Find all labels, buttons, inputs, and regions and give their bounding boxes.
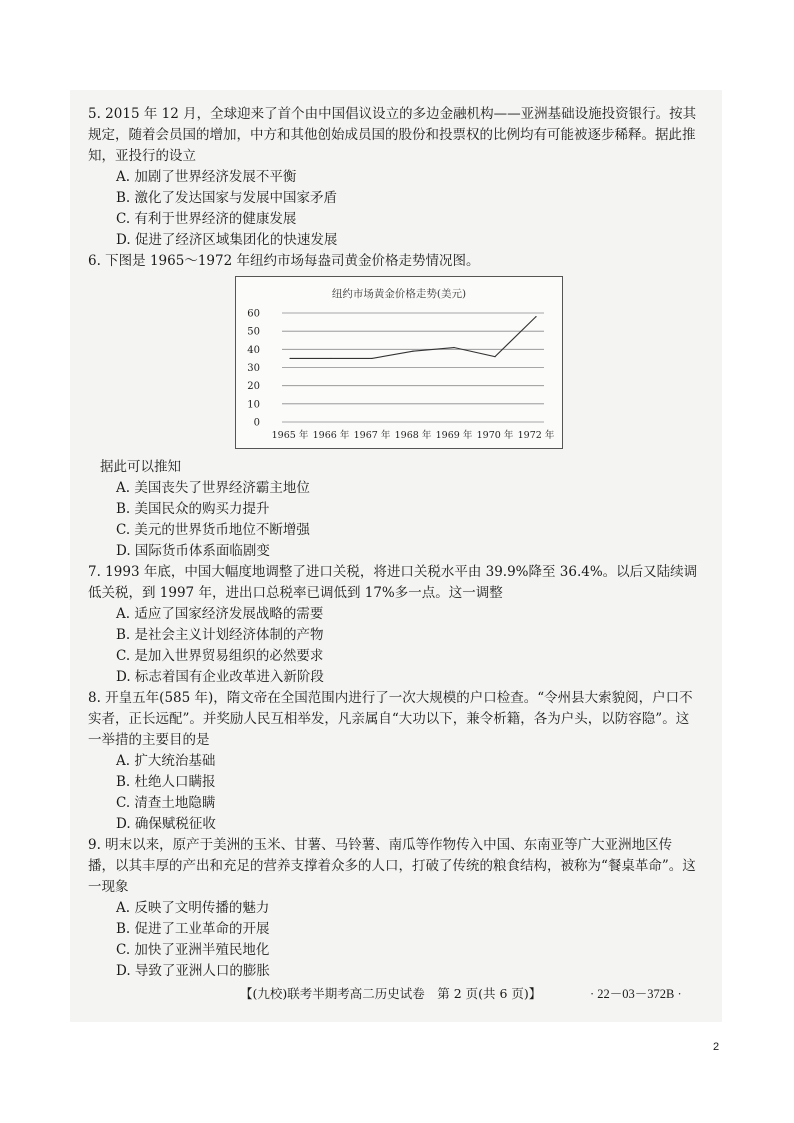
option-a: A. 反映了文明传播的魅力	[116, 900, 270, 916]
x-tick-label: 1972 年	[517, 430, 555, 441]
option-d: D. 导致了亚洲人口的膨胀	[116, 963, 270, 979]
option-b: B. 促进了工业革命的开展	[116, 921, 270, 937]
chart-title: 纽约市场黄金价格走势(美元)	[331, 288, 467, 300]
option-b: B. 激化了发达国家与发展中国家矛盾	[116, 190, 338, 206]
options	[116, 604, 698, 688]
footer-title: 【(九校)联考半期考高二历史试卷 第 2 页(共 6 页)】	[240, 986, 542, 1001]
option-d: D. 促进了经济区域集团化的快速发展	[116, 232, 338, 248]
x-tick-label: 1966 年	[312, 430, 350, 441]
chart-svg	[236, 277, 562, 448]
x-tick-label: 1965 年	[271, 430, 309, 441]
question-9	[88, 835, 698, 982]
question-stem: 7. 1993 年底，中国大幅度地调整了进口关税，将进口关税水平由 39.9%降至 36.4%。以后又陆续调低关税，到 1997 年，进出口总税率已调低到 17%多一点。这一调整	[88, 564, 698, 601]
x-tick-label: 1970 年	[476, 430, 514, 441]
exam-content	[88, 104, 698, 982]
data-point	[330, 358, 331, 359]
option-b: B. 杜绝人口瞒报	[116, 774, 216, 790]
options	[116, 751, 698, 835]
page-number: 2	[713, 1041, 720, 1053]
question-stem: 6. 下图是 1965～1972 年纽约市场每盎司黄金价格走势情况图。	[88, 253, 480, 269]
data-point	[453, 347, 454, 348]
option-d: D. 标志着国有企业改革进入新阶段	[116, 669, 324, 685]
option-c: C. 是加入世界贸易组织的必然要求	[116, 648, 324, 664]
gold-price-chart	[235, 276, 563, 449]
question-7	[88, 562, 698, 688]
option-b: B. 美国民众的购买力提升	[116, 501, 270, 517]
option-b: B. 是社会主义计划经济体制的产物	[116, 627, 324, 643]
option-a: A. 美国丧失了世界经济霸主地位	[116, 480, 310, 496]
y-tick-label: 0	[253, 417, 260, 429]
option-a: A. 适应了国家经济发展战略的需要	[116, 606, 324, 622]
question-stem: 8. 开皇五年(585 年)，隋文帝在全国范围内进行了一次大规模的户口检查。“令州县大索貌阅，户口不实者，正长远配”。并奖励人民互相举发，凡亲属自“大功以下，兼令析籍，各为户头，以防容隐”。这一举措的主要目的是	[88, 690, 693, 748]
question-6	[88, 251, 698, 562]
data-point	[289, 358, 290, 359]
data-point	[371, 358, 372, 359]
question-5	[88, 104, 698, 251]
price-series-line	[290, 317, 536, 359]
x-tick-label: 1968 年	[394, 430, 432, 441]
options	[116, 167, 698, 251]
data-point	[535, 316, 536, 317]
question-stem: 9. 明末以来，原产于美洲的玉米、甘薯、马铃薯、南瓜等作物传入中国、东南亚等广大亚洲地区传播，以其丰厚的产出和充足的营养支撑着众多的人口，打破了传统的粮食结构，被称为“餐桌革命”。这一现象	[88, 837, 696, 895]
data-point	[494, 356, 495, 357]
y-tick-label: 50	[247, 326, 260, 338]
question-stem: 5. 2015 年 12 月，全球迎来了首个由中国倡议设立的多边金融机构——亚洲基础设施投资银行。按其规定，随着会员国的增加，中方和其他创始成员国的股份和投票权的比例均有可能被逐步稀释。据此推知，亚投行的设立	[88, 106, 697, 164]
question-8	[88, 688, 698, 835]
options	[116, 478, 698, 562]
option-a: A. 扩大统治基础	[116, 753, 216, 769]
y-tick-label: 30	[247, 363, 260, 374]
option-c: C. 美元的世界货币地位不断增强	[116, 522, 310, 538]
x-tick-label: 1969 年	[435, 430, 473, 441]
y-tick-label: 20	[247, 381, 260, 393]
question-lead: 据此可以推知	[100, 459, 181, 475]
footer-code: · 22－03－372B ·	[590, 987, 682, 1001]
option-a: A. 加剧了世界经济发展不平衡	[116, 169, 297, 185]
option-c: C. 有利于世界经济的健康发展	[116, 211, 297, 227]
options	[116, 898, 698, 982]
y-tick-label: 60	[247, 308, 260, 320]
option-c: C. 加快了亚洲半殖民地化	[116, 942, 270, 958]
data-point	[412, 351, 413, 352]
y-tick-label: 10	[247, 399, 260, 411]
option-d: D. 国际货币体系面临剧变	[116, 543, 270, 559]
option-d: D. 确保赋税征收	[116, 816, 216, 832]
y-tick-label: 40	[247, 344, 260, 356]
x-tick-label: 1967 年	[353, 430, 391, 441]
option-c: C. 清查土地隐瞒	[116, 795, 216, 811]
